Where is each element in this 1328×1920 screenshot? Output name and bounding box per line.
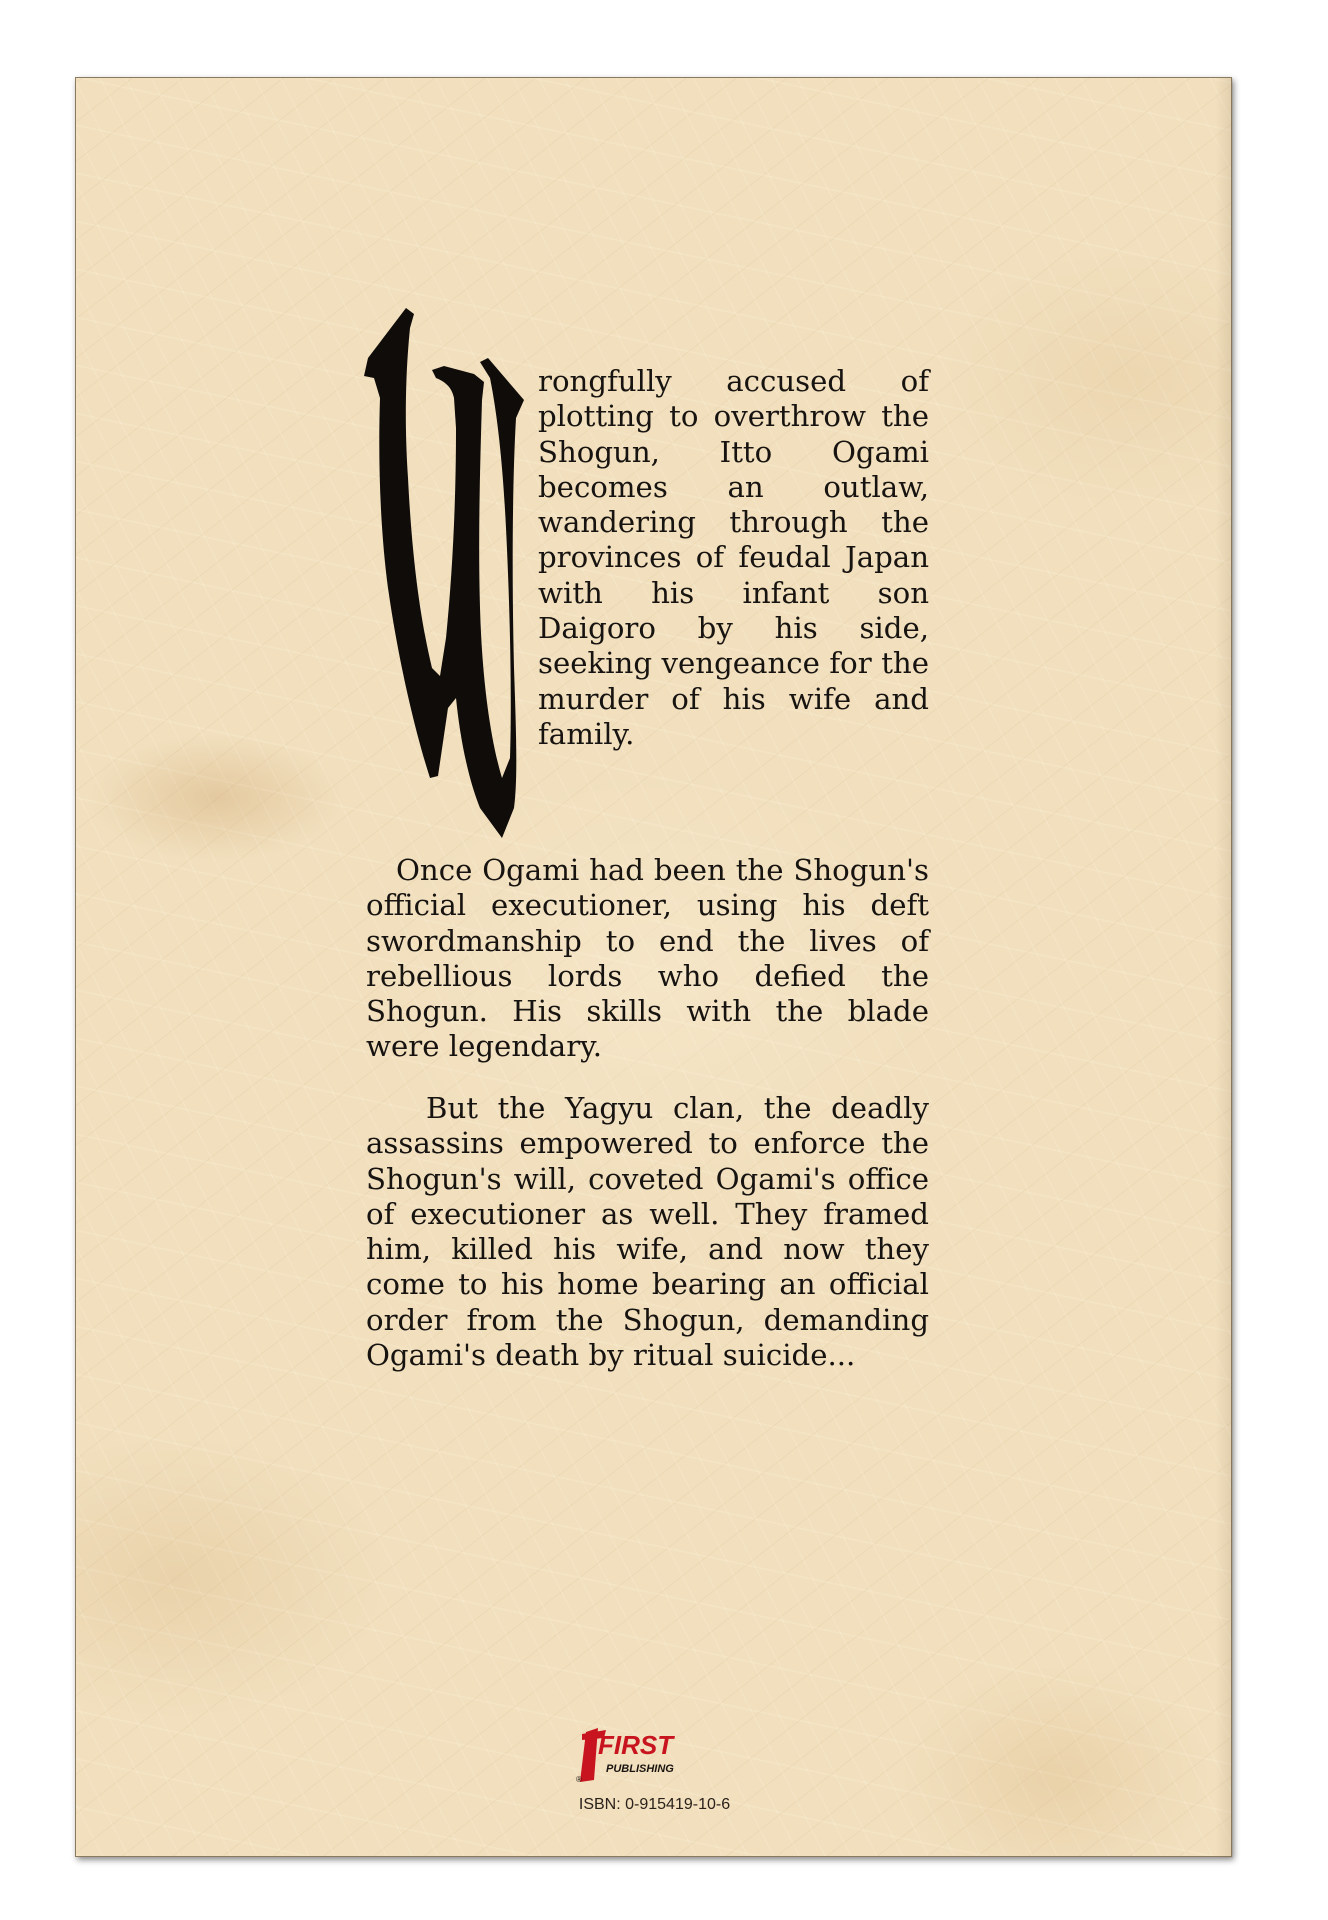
paragraph-text: rongfully accused of plotting to overthrow the Shogun, Itto Ogami becomes an outlaw, wandering through the provinces of feudal Japan with his infant son Daigoro by his side, seeking vengeance for the murder of his wife and family. — [538, 364, 929, 751]
first-publishing-logo — [576, 1724, 706, 1784]
back-cover — [75, 77, 1232, 1857]
executioner-paragraph — [366, 853, 929, 1065]
logo-first-text: FIRST — [598, 1730, 674, 1760]
yagyu-paragraph — [366, 1091, 929, 1373]
isbn-label: ISBN: 0-915419-10-6 — [578, 1796, 731, 1813]
logo-publishing-text: PUBLISHING — [606, 1763, 674, 1775]
drop-cap-w — [348, 308, 528, 838]
spine-edge — [1216, 78, 1233, 1858]
paragraph-text: Once Ogami had been the Shogun's official executioner, using his deft swordmanship to end the lives of rebellious lords who defied the Shogun. His skills with the blade were legendary. — [366, 853, 929, 1064]
intro-paragraph — [538, 364, 929, 752]
paragraph-text: But the Yagyu clan, the deadly assassins empowered to enforce the Shogun's will, coveted Ogami's office of executioner as well. They framed him, killed his wife, and now they come to his home bearing an official order from the Shogun, demanding Ogami's death by ritual suicide... — [366, 1091, 929, 1373]
logo-registered-mark: ® — [576, 1775, 582, 1784]
